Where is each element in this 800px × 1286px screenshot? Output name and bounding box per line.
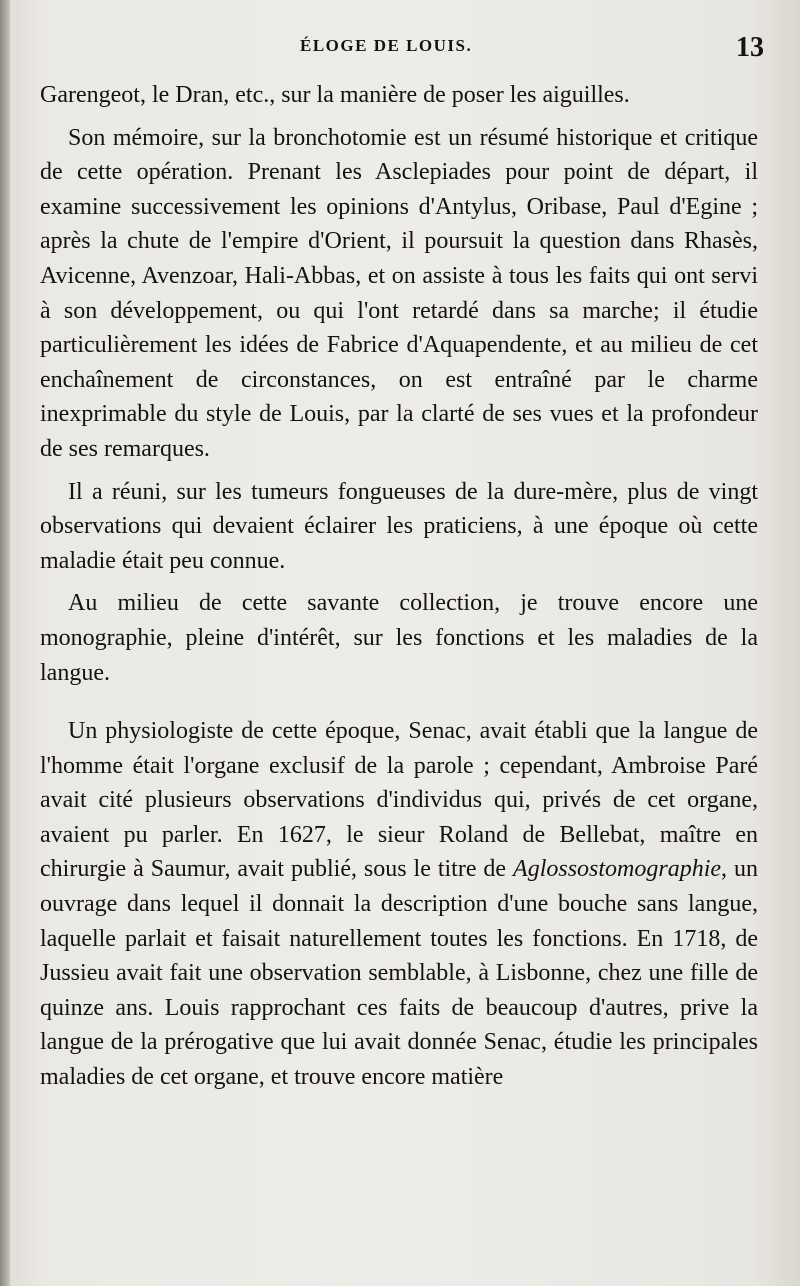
paragraph-physiologiste-text-1: Un physiologiste de cette époque, Senac, avait établi que la langue de l'homme était l'organe exclusif de la parole ; cependant, Ambroise Paré avait cité plusieurs observations d'individus qui, privés de cet organe, avaient pu parler. En 1627, le sieur Roland de Bellebat, maître en chirurgie à Saumur, avait publié, sous le titre de: [40, 718, 758, 883]
paragraph-bronchotomie: Son mémoire, sur la bronchotomie est un résumé historique et critique de cette opération. Prenant les Asclepiades pour point de départ, il examine successivement les opinions d'Antylus, Oribase, Paul d'Egine ; après la chute de l'empire d'Orient, il poursuit la question dans Rhasès, Avicenne, Avenzoar, Hali-Abbas, et on assiste à tous les faits qui ont servi à son développement, ou qui l'ont retardé dans sa marche; il étudie particulièrement les idées de Fabrice d'Aquapendente, et au milieu de cet enchaînement de circonstances, on est entraîné par le charme inexprimable du style de Louis, par la clarté de ses vues et la profondeur de ses remarques.: [40, 124, 758, 462]
paragraph-tumeurs: Il a réuni, sur les tumeurs fongueuses de la dure-mère, plus de vingt observations qui devaient éclairer les praticiens, à une époque où cette maladie était peu connue.: [40, 478, 758, 574]
running-header: [0, 32, 800, 63]
page-number: 13: [736, 32, 764, 63]
body-text: [40, 78, 758, 1095]
paragraph-physiologiste: [40, 714, 758, 1095]
paragraph-continuation: Garengeot, le Dran, etc., sur la manière de poser les aiguilles.: [40, 82, 630, 108]
paragraph-physiologiste-text-2: , un ouvrage dans lequel il donnait la description d'une bouche sans langue, laquelle parlait et faisait naturellement toutes les fonctions. En 1718, de Jussieu avait fait une observation semblable, à Lisbonne, chez une fille de quinze ans. Louis rapprochant ces faits de beaucoup d'autres, prive la langue de la prérogative que lui avait donnée Senac, étudie les principales maladies de cet organe, et trouve encore matière: [40, 856, 758, 1091]
paragraph-monographie: Au milieu de cette savante collection, je trouve encore une monographie, pleine d'intérêt, sur les fonctions et les maladies de la langue.: [40, 590, 758, 686]
book-title-italic: Aglossostomographie: [513, 856, 722, 883]
running-title: ÉLOGE DE LOUIS.: [300, 36, 473, 55]
page-gutter-shadow: [0, 0, 10, 1286]
